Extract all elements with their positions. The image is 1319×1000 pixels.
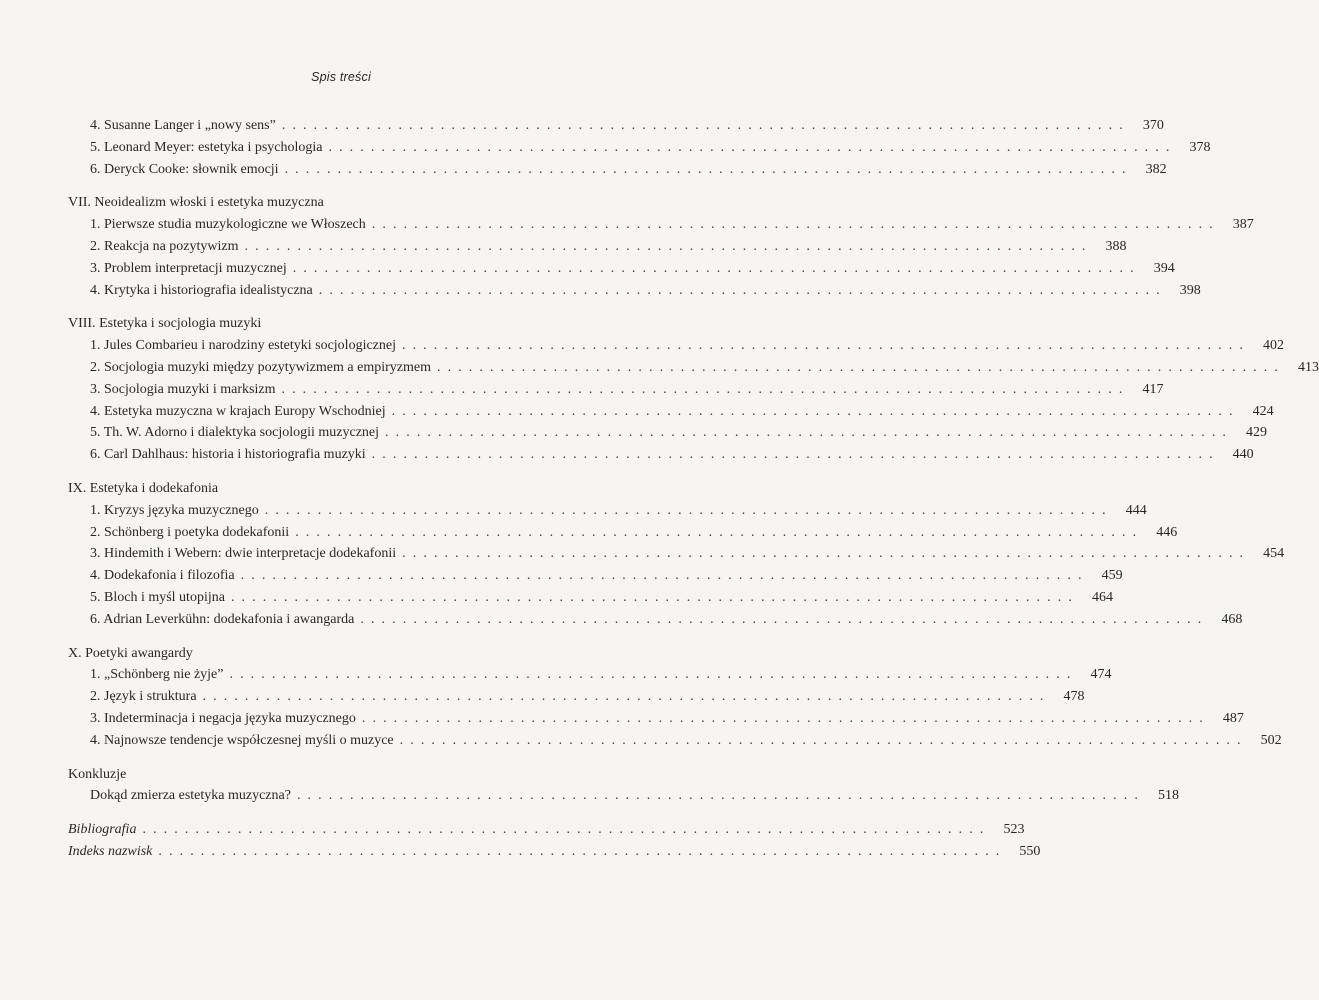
toc-chapters: [68, 192, 1319, 807]
entry-title: 2. Socjologia muzyki między pozytywizmem a empiryzmem: [90, 359, 431, 375]
dot-leader: ................................................................................: [371, 217, 1220, 233]
toc-entry: [68, 500, 1147, 522]
entry-page-number: 502: [1260, 732, 1282, 748]
entry-page-number: 440: [1232, 447, 1254, 463]
chapter-heading: X. Poetyki awangardy: [68, 645, 193, 661]
dot-leader: ................................................................................: [371, 447, 1220, 463]
entry-page-number: 413: [1297, 359, 1319, 375]
entry-title: 2. Schönberg i poetyka dodekafonii: [90, 524, 290, 540]
toc-chapter: [68, 764, 1179, 808]
entry-page-number: 459: [1101, 568, 1123, 584]
toc-chapter: [68, 313, 1319, 466]
entry-page-number: 387: [1232, 217, 1254, 233]
chapter-heading: IX. Estetyka i dodekafonia: [68, 480, 219, 496]
entry-page-number: 424: [1252, 403, 1274, 419]
entry-title: Bibliografia: [68, 822, 137, 838]
dot-leader: ................................................................................: [142, 822, 991, 838]
toc-chapter: [68, 643, 1282, 752]
entry-title: Dokąd zmierza estetyka muzyczna?: [90, 788, 291, 804]
dot-leader: ................................................................................: [284, 161, 1133, 177]
toc-entry: [68, 708, 1244, 730]
toc-entry: [68, 236, 1127, 258]
toc-entry: [68, 730, 1282, 752]
toc-entry: [68, 137, 1211, 159]
entry-page-number: 550: [1019, 843, 1041, 859]
entry-title: 6. Deryck Cooke: słownik emocji: [90, 161, 279, 177]
entry-title: 4. Estetyka muzyczna w krajach Europy Wschodniej: [90, 403, 386, 419]
entry-title: 4. Dodekafonia i filozofia: [90, 568, 235, 584]
toc-entry: [68, 785, 1179, 807]
dot-leader: ................................................................................: [361, 710, 1210, 726]
entry-title: 3. Indeterminacja i negacja języka muzycznego: [90, 710, 356, 726]
dot-leader: ................................................................................: [229, 667, 1078, 683]
toc-entry: [68, 258, 1175, 280]
toc-entry: [68, 379, 1164, 401]
entry-page-number: 398: [1179, 282, 1201, 298]
entry-title: 1. „Schönberg nie żyje”: [90, 667, 224, 683]
toc-entry: [68, 609, 1243, 631]
dot-leader: ................................................................................: [244, 238, 1093, 254]
dot-leader: ................................................................................: [230, 589, 1079, 605]
entry-title: 5. Leonard Meyer: estetyka i psychologia: [90, 139, 323, 155]
entry-page-number: 388: [1105, 238, 1127, 254]
toc-chapter: [68, 478, 1285, 631]
entry-page-number: 444: [1125, 502, 1147, 518]
running-head: Spis treści: [311, 70, 371, 84]
entry-title: 3. Hindemith i Webern: dwie interpretacje dodekafonii: [90, 546, 397, 562]
entry-page-number: 478: [1063, 689, 1085, 705]
toc-entry: [68, 214, 1254, 236]
entry-title: 4. Krytyka i historiografia idealistyczna: [90, 282, 313, 298]
dot-leader: ................................................................................: [296, 788, 1145, 804]
dot-leader: ................................................................................: [295, 524, 1144, 540]
entry-title: 1. Kryzys języka muzycznego: [90, 502, 259, 518]
entry-title: 1. Pierwsze studia muzykologiczne we Włoszech: [90, 217, 366, 233]
entry-page-number: 487: [1222, 710, 1244, 726]
dot-leader: ................................................................................: [401, 338, 1250, 354]
entry-title: 2. Reakcja na pozytywizm: [90, 238, 239, 254]
dot-leader: ................................................................................: [264, 502, 1113, 518]
chapter-heading: VII. Neoidealizm włoski i estetyka muzyczna: [68, 195, 324, 211]
toc-entry: [68, 565, 1123, 587]
dot-leader: ................................................................................: [202, 689, 1051, 705]
entry-title: Indeks nazwisk: [68, 843, 153, 859]
toc-entry: [68, 335, 1284, 357]
entry-title: 5. Th. W. Adorno i dialektyka socjologii muzycznej: [90, 425, 380, 441]
entry-title: 5. Bloch i myśl utopijna: [90, 589, 225, 605]
toc-entry: [68, 543, 1285, 565]
entry-title: 4. Najnowsze tendencje współczesnej myśli o muzyce: [90, 732, 394, 748]
toc-chapter: [68, 192, 1254, 301]
dot-leader: ................................................................................: [391, 403, 1240, 419]
dot-leader: ................................................................................: [385, 425, 1234, 441]
entry-page-number: 464: [1091, 589, 1113, 605]
back-matter-entry: [68, 819, 1025, 841]
toc-entry: [68, 587, 1113, 609]
dot-leader: ................................................................................: [292, 260, 1141, 276]
entry-title: 6. Carl Dahlhaus: historia i historiografia muzyki: [90, 447, 366, 463]
chapter-heading: Konkluzje: [68, 766, 127, 782]
toc-entry: [68, 422, 1268, 444]
entry-title: 1. Jules Combarieu i narodziny estetyki socjologicznej: [90, 338, 396, 354]
dot-leader: ................................................................................: [399, 732, 1248, 748]
entry-page-number: 417: [1142, 381, 1164, 397]
dot-leader: ................................................................................: [360, 611, 1209, 627]
dot-leader: ................................................................................: [240, 568, 1089, 584]
entry-title: 3. Socjologia muzyki i marksizm: [90, 381, 276, 397]
entry-page-number: 378: [1189, 139, 1211, 155]
dot-leader: ................................................................................: [281, 381, 1130, 397]
dot-leader: ................................................................................: [318, 282, 1167, 298]
toc-entry: [68, 686, 1085, 708]
toc-back-matter: [68, 819, 1041, 863]
entry-title: 4. Susanne Langer i „nowy sens”: [90, 118, 276, 133]
toc-entry: [68, 444, 1254, 466]
entry-page-number: 523: [1003, 822, 1025, 838]
toc-entry: [68, 357, 1319, 379]
entry-page-number: 446: [1156, 524, 1178, 540]
dot-leader: ................................................................................: [328, 139, 1177, 155]
back-matter-entry: [68, 841, 1041, 863]
entry-title: 3. Problem interpretacji muzycznej: [90, 260, 287, 276]
entry-page-number: 402: [1262, 338, 1284, 354]
toc-entry: [68, 280, 1201, 302]
entry-page-number: 382: [1145, 161, 1167, 177]
toc-entry: [68, 664, 1112, 686]
entry-title: 6. Adrian Leverkühn: dodekafonia i awangarda: [90, 611, 355, 627]
entry-page-number: 474: [1090, 667, 1112, 683]
entry-title: 2. Język i struktura: [90, 689, 197, 705]
entry-page-number: 370: [1142, 118, 1164, 133]
chapter-heading: VIII. Estetyka i socjologia muzyki: [68, 316, 262, 332]
entry-page-number: 394: [1153, 260, 1175, 276]
toc-entry: [68, 401, 1274, 423]
entry-page-number: 454: [1263, 546, 1285, 562]
entry-page-number: 429: [1246, 425, 1268, 441]
toc-entry: [68, 115, 1164, 137]
table-of-contents: [68, 115, 1319, 875]
entry-page-number: 518: [1157, 788, 1179, 804]
dot-leader: ................................................................................: [402, 546, 1251, 562]
toc-entry: [68, 159, 1167, 181]
entry-page-number: 468: [1221, 611, 1243, 627]
dot-leader: ................................................................................: [158, 843, 1007, 859]
dot-leader: ................................................................................: [281, 118, 1130, 133]
toc-group-continued: [68, 115, 1211, 180]
toc-entry: [68, 522, 1178, 544]
dot-leader: ................................................................................: [436, 359, 1285, 375]
